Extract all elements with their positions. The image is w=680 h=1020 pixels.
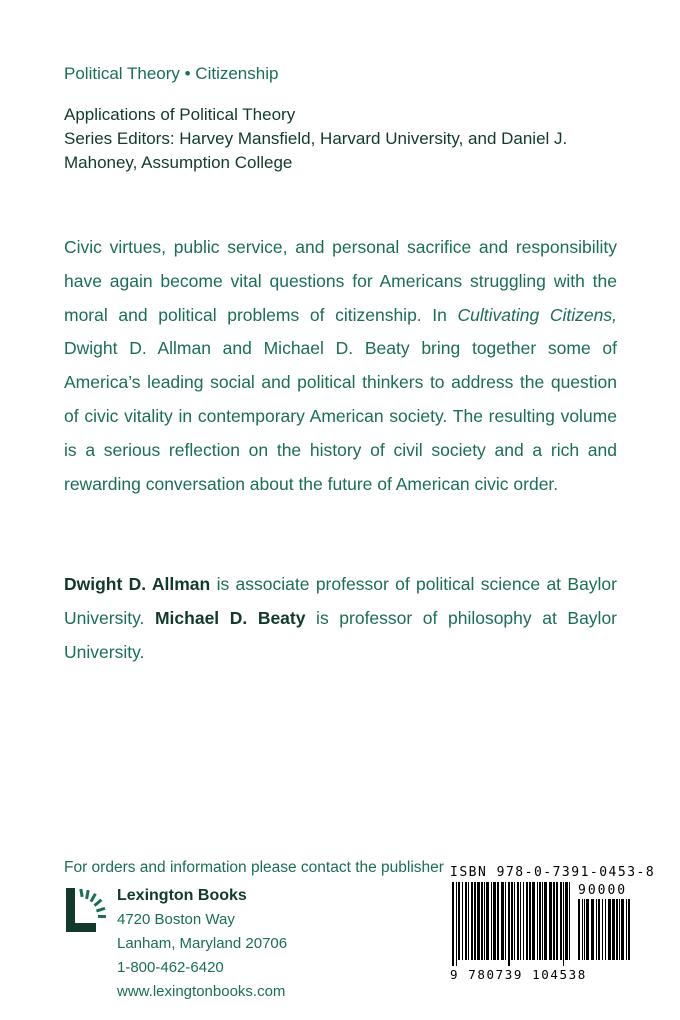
series-editors: Series Editors: Harvey Mansfield, Harvard University, and Daniel J. Mahoney, Assumption College — [64, 129, 568, 172]
barcode-bar — [605, 899, 606, 960]
isbn-barcode-digits: 9 780739 104538 — [450, 967, 587, 982]
barcode-bar — [465, 882, 467, 960]
barcode-bar — [596, 899, 597, 960]
barcode-bar — [511, 882, 513, 960]
barcode-bar — [619, 899, 620, 960]
author2-bio: is professor of philosophy at Baylor University. — [64, 608, 617, 662]
barcode-bar — [591, 899, 594, 960]
series-info — [64, 103, 634, 175]
barcode-bar — [458, 882, 460, 960]
price-barcode — [578, 899, 634, 966]
barcode-bar — [497, 882, 499, 960]
barcode-bar — [602, 899, 603, 960]
publisher-info — [117, 884, 287, 1004]
barcode-bar — [616, 899, 618, 960]
book-description — [64, 231, 617, 501]
barcode-bar — [481, 882, 483, 960]
barcode-bar — [486, 882, 489, 960]
barcode-bar — [537, 882, 538, 960]
barcode-bar — [560, 882, 562, 960]
barcode-bar — [474, 882, 476, 960]
author-bios — [64, 567, 617, 669]
category-line: Political Theory • Citizenship — [64, 64, 279, 83]
barcode-bar — [491, 882, 492, 960]
barcode-bar — [553, 882, 555, 960]
barcode-bar — [532, 882, 535, 960]
barcode-bar — [549, 882, 552, 960]
barcode-bar — [508, 882, 510, 966]
barcode-bar — [544, 882, 547, 960]
isbn-label: ISBN 978-0-7391-0453-8 — [450, 865, 656, 880]
author2-name: Michael D. Beaty — [154, 608, 306, 628]
barcode-bar — [505, 882, 506, 960]
barcode-bar — [501, 882, 504, 960]
barcode-bar — [608, 899, 611, 960]
barcode-bar — [578, 899, 580, 960]
isbn-barcode — [452, 882, 574, 966]
barcode-bar — [621, 899, 624, 960]
barcode-bar — [584, 899, 585, 960]
barcode-bar — [477, 882, 480, 960]
price-code: 90000 — [578, 883, 628, 898]
publisher-name: Lexington Books — [117, 887, 247, 904]
lexington-books-logo — [66, 888, 112, 932]
description-text-1: Civic virtues, public service, and personal sacrifice and responsibility have again become vital questions for Americans struggling with the moral and political problems of citizenship. In — [64, 237, 617, 325]
barcode-bar — [628, 899, 630, 960]
barcode-bar — [612, 899, 615, 960]
barcode-bar — [493, 882, 496, 960]
barcode-bar — [471, 882, 473, 960]
publisher-address-line2: Lanham, Maryland 20706 — [117, 935, 288, 952]
barcode-bar — [565, 882, 568, 960]
barcode-bar — [626, 899, 627, 960]
barcode-bar — [529, 882, 531, 960]
barcode-bar — [539, 882, 541, 960]
barcode-bar — [569, 882, 570, 960]
publisher-website[interactable]: www.lexingtonbooks.com — [117, 983, 286, 1000]
author1-bio: is associate professor of political science at Baylor University. — [64, 574, 617, 628]
barcode-bar — [563, 882, 564, 966]
publisher-phone: 1-800-462-6420 — [117, 959, 224, 976]
barcode-bar — [556, 882, 558, 960]
description-text-2: Dwight D. Allman and Michael D. Beaty bring together some of America’s leading social and political thinkers to address the question of civic vitality in contemporary American society. The resulting volume is a serious reflection on the history of civil society and a rich and rewarding conversation about the future of American civic order. — [64, 338, 617, 494]
barcode-bar — [582, 899, 583, 960]
barcode-bar — [526, 882, 528, 960]
barcode-bar — [586, 899, 589, 960]
series-title: Applications of Political Theory — [64, 105, 296, 124]
contact-line: For orders and information please contact the publisher — [64, 859, 444, 876]
author1-name: Dwight D. Allman — [64, 574, 211, 594]
barcode-bar — [598, 899, 600, 960]
barcode-bar — [452, 882, 454, 966]
barcode-bar — [456, 882, 457, 966]
barcode-bar — [514, 882, 515, 960]
barcode-bar — [517, 882, 519, 960]
publisher-address-line1: 4720 Boston Way — [117, 911, 235, 928]
book-title: Cultivating Citizens, — [457, 304, 617, 325]
barcode-bar — [484, 882, 485, 960]
barcode-bar — [462, 882, 463, 960]
barcode-bar — [542, 882, 543, 960]
barcode-bar — [520, 882, 521, 960]
barcode-bar — [468, 882, 469, 960]
barcode-bar — [523, 882, 524, 960]
